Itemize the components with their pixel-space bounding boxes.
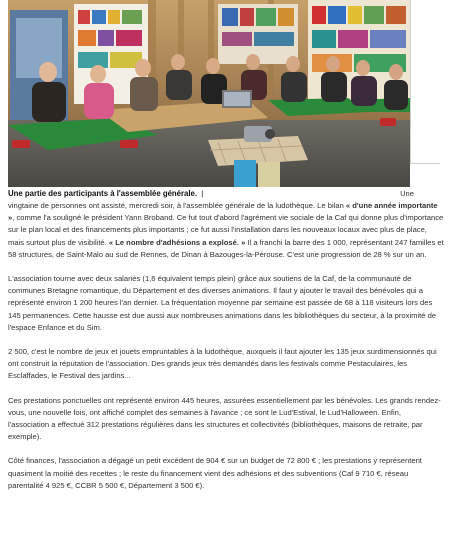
text-segment: 2 500, c'est le nombre de jeux et jouets empruntables à la ludothèque, auxquels il faut ajouter les 135 jeux surdimensionnés qui ont construit la réputation de l'association. Des grands jeux très demandés dans les festivals comme Pestaculaires, les Esclaffades, le Festival des jardins... [8,347,437,381]
article-paragraph [8,273,444,334]
article-paragraph [8,395,444,444]
article-paragraph [8,346,444,383]
frame-border [410,0,411,163]
text-segment: L'association tourne avec deux salariés (1,6 équivalent temps plein) grâce aux soutiens de la Caf, de la communauté de communes Bretagne romantique, du Département et des diverses animations. Il faut y ajouter le travail des bénévoles qui a représenté environ 1 200 heures l'an dernier. La fréquentation moyenne par semaine est passée de 68 à 118 visiteurs lors des 145 permanences. Cette hausse est due aussi aux nombreuses animations dans les bibliothèques du secteur, à la proximité de l'espace Enfance et du Sim. [8,274,437,332]
assembly-photo [8,0,410,187]
caption-row [8,188,444,200]
text-segment: Il a franchi la barre des 1 000, représentant 247 familles et 58 structures, de Saint-Malo au sud de Rennes, de Dinan à Bazouges-la-Pérouse. C'est une progression de 28 % sur un an. [8,237,444,259]
text-segment: , comme l'a souligné le président Yann Broband. Ce fut tout d'abord l'agrément vie sociale de la Caf qui donne plus d'importance sur le plan local et des financements plus importants ; ce fut aussi l'installation dans les nouveaux locaux avec plus de place, mais surtout plus de visibilité. [8,213,444,247]
text-segment: vingtaine de personnes ont assisté, mercredi soir, à l'assemblée générale de la ludothèque. Le bilan [8,201,346,210]
article-paragraph [8,200,444,261]
article-body [8,188,444,504]
article-paragraph [8,455,444,492]
text-segment: Ces prestations ponctuelles ont représenté environ 445 heures, assurées essentiellement par les bénévoles. Les grands rendez-vous, une nouvelle fois, ont affiché complet des semaines à l'avance ; ce sont le Lud'Estival, le Lud'Halloween. Enfin, l'association a effectué 312 prestations régulières dans les structures et collectivités (bibliothèques, maisons de retraite, par exemple). [8,395,441,442]
quote-segment: « d'une année importante » [8,201,438,223]
text-segment: Côté finances, l'association a dégagé un petit excédent de 904 € sur un budget de 72 800 € ; les prestations y représentent quasiment la moitié des recettes ; le reste du financement vient des adhésions et des subventions (Caf 9 710 €, réseau parentalité 4 925 €, CCBR 5 500 €, Département 3 500 €). [8,456,422,490]
quote-segment: « Le nombre d'adhésions a explosé. » [108,237,246,247]
photo-caption: Une partie des participants à l'assemblée générale. [8,189,198,198]
frame-border [410,163,440,164]
caption-continuation: Une [400,189,414,198]
caption-separator: | [201,189,204,198]
